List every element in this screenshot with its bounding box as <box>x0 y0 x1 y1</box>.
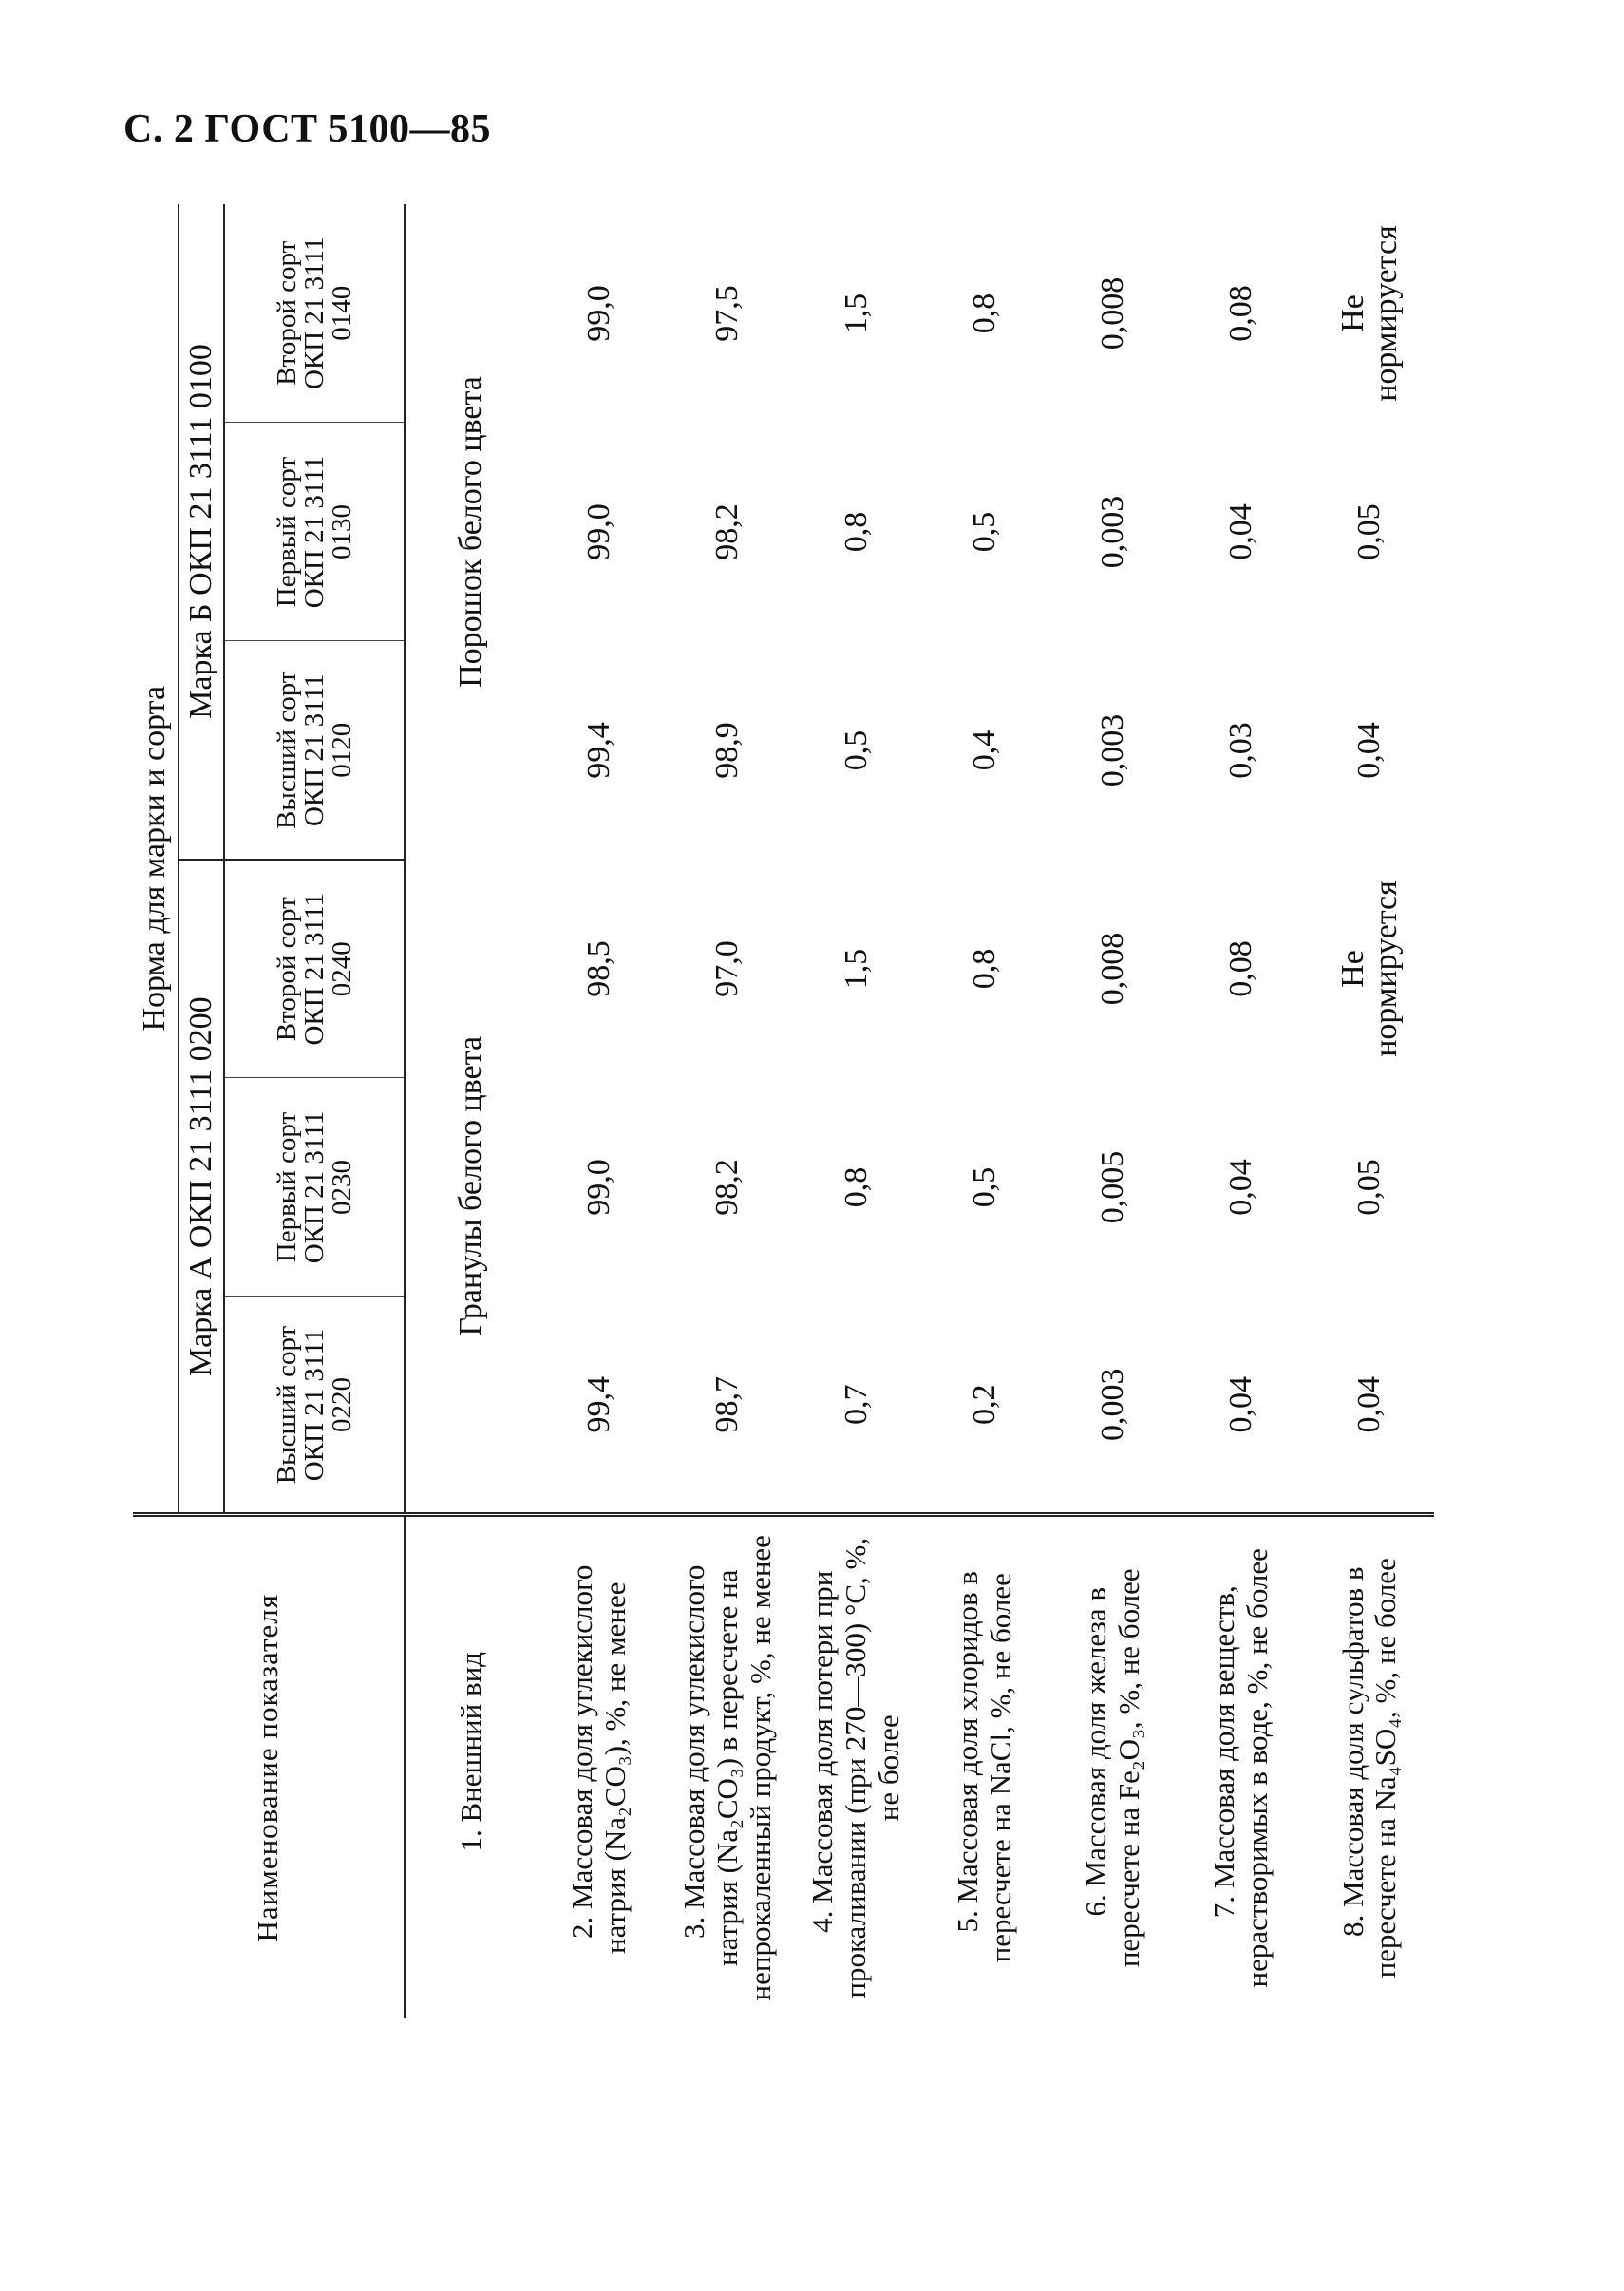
grade-header <box>224 1078 406 1297</box>
norms-table <box>133 204 1434 2018</box>
value-cell: 0,8 <box>838 1166 874 1208</box>
grade-code: ОКП 21 3111 0240 <box>298 892 357 1046</box>
indicator-number: 2. <box>565 1916 599 1939</box>
indicator-text: Массовая доля потери при прокаливании (при 270—300) °С, %, не более <box>805 1537 905 1998</box>
indicator-text: Массовая доля углекислого натрия (Na₂CO₃), %, не менее <box>565 1564 633 1954</box>
value-cell: 98,9 <box>709 722 746 779</box>
value-cell: 0,05 <box>1351 503 1388 560</box>
grade-code: ОКП 21 3111 0120 <box>298 673 357 827</box>
value-cell: 0,003 <box>1094 713 1130 787</box>
grade-name: Высший сорт <box>271 671 302 829</box>
indicator-number: 7. <box>1207 1896 1241 1919</box>
value-cell: 0,04 <box>1351 722 1388 779</box>
indicator-number: 1. <box>453 1829 487 1852</box>
indicator-text: Массовая доля сульфатов в пересчете на Na₄SO₄, %, не более <box>1335 1558 1403 1979</box>
value-cell: 0,03 <box>1223 722 1259 779</box>
indicator-text: Массовая доля хлоридов в пересчете на NaCl, %, не более <box>951 1570 1017 1963</box>
value-cell: 0,2 <box>966 1384 1002 1425</box>
indicator-cell <box>920 1515 1048 2018</box>
indicator-cell <box>536 1515 664 2018</box>
indicator-cell <box>664 1515 792 2018</box>
grade-header <box>224 204 406 423</box>
value-cell: 98,5 <box>581 940 617 997</box>
indicator-number: 5. <box>951 1910 985 1933</box>
value-cell: 0,04 <box>1351 1376 1388 1433</box>
value-cell: 0,003 <box>1094 495 1130 569</box>
grade-code: ОКП 21 3111 0230 <box>298 1110 357 1264</box>
value-cell: Не нормируется <box>1334 880 1405 1057</box>
grade-name: Высший сорт <box>271 1325 302 1485</box>
value-cell: 0,008 <box>1094 932 1130 1006</box>
table-row <box>536 204 664 2018</box>
value-cell: 0,008 <box>1094 276 1130 350</box>
table-row <box>1048 204 1177 2018</box>
value-cell: 0,5 <box>966 1166 1002 1208</box>
grade-header <box>224 641 406 860</box>
value-cell: 0,08 <box>1223 940 1259 997</box>
value-cell: 99,0 <box>581 285 617 342</box>
value-cell: 0,7 <box>838 1384 874 1425</box>
value-cell: 99,0 <box>581 1159 617 1216</box>
value-cell: 99,4 <box>581 1376 617 1433</box>
grade-header <box>224 1297 406 1515</box>
value-cell: 0,04 <box>1223 503 1259 560</box>
grade-name: Первый сорт <box>271 456 302 608</box>
grade-header <box>224 423 406 641</box>
value-cell: 0,8 <box>966 948 1002 990</box>
grade-name: Второй сорт <box>271 897 302 1042</box>
indicator-text: Внешний вид <box>453 1652 487 1823</box>
value-cell: 0,003 <box>1094 1368 1130 1441</box>
indicator-number: 3. <box>677 1916 711 1939</box>
indicator-text: Массовая доля углекислого натрия (Na₂CO₃) в пересчете на непрокаленный продукт, %, не менее <box>677 1535 777 2001</box>
value-cell: 0,05 <box>1351 1159 1388 1216</box>
table-row <box>1178 204 1306 2018</box>
mark-a-header: Марка А ОКП 21 3111 0200 <box>179 860 225 1515</box>
value-cell: 1,5 <box>838 293 874 334</box>
value-cell: 98,7 <box>709 1376 746 1433</box>
table-row <box>406 204 536 2018</box>
indicator-number: 4. <box>805 1910 840 1933</box>
table-row <box>792 204 920 2018</box>
value-cell: 97,5 <box>709 285 746 342</box>
norm-group-header: Норма для марки и сорта <box>133 204 179 1515</box>
value-cell: 0,5 <box>838 729 874 771</box>
indicator-cell <box>1048 1515 1177 2018</box>
value-cell: 97,0 <box>709 940 746 997</box>
page-header: С. 2 ГОСТ 5100—85 <box>123 107 492 151</box>
value-cell: 0,005 <box>1094 1150 1130 1224</box>
table-row <box>664 204 792 2018</box>
mark-b-form: Порошок белого цвета <box>452 376 488 688</box>
indicator-cell <box>406 1515 536 2018</box>
mark-b-header: Марка Б ОКП 21 3111 0100 <box>179 204 225 860</box>
indicator-text: Массовая доля веществ, нерастворимых в воде, %, не более <box>1207 1548 1275 1988</box>
value-cell: 0,5 <box>966 511 1002 553</box>
grade-code: ОКП 21 3111 0220 <box>298 1328 357 1482</box>
value-cell: 98,2 <box>709 503 746 560</box>
grade-header <box>224 860 406 1078</box>
value-cell: 0,8 <box>966 293 1002 334</box>
indicator-text: Массовая доля железа в пересчете на Fe₂O₃, %, не более <box>1079 1568 1145 1968</box>
table-row <box>1306 204 1434 2018</box>
indicator-number: 6. <box>1079 1894 1113 1917</box>
value-cell: 0,08 <box>1223 285 1259 342</box>
table-stage <box>133 204 1434 2018</box>
value-cell: 1,5 <box>838 948 874 990</box>
grade-code: ОКП 21 3111 0140 <box>298 237 357 390</box>
grade-code: ОКП 21 3111 0130 <box>298 455 357 609</box>
indicator-number: 8. <box>1335 1914 1369 1937</box>
indicator-cell <box>1178 1515 1306 2018</box>
value-cell: 0,8 <box>838 511 874 553</box>
value-cell: 98,2 <box>709 1159 746 1216</box>
value-cell: 0,04 <box>1223 1376 1259 1433</box>
name-column-header: Наименование показателя <box>133 1515 406 2018</box>
grade-name: Первый сорт <box>271 1111 302 1263</box>
value-cell: 99,4 <box>581 722 617 779</box>
mark-a-form: Гранулы белого цвета <box>452 1035 488 1336</box>
indicator-cell <box>1306 1515 1434 2018</box>
value-cell: 99,0 <box>581 503 617 560</box>
value-cell: 0,4 <box>966 729 1002 771</box>
table-row <box>920 204 1048 2018</box>
value-cell: Не нормируется <box>1334 225 1405 402</box>
value-cell: 0,04 <box>1223 1159 1259 1216</box>
grade-name: Второй сорт <box>271 240 302 386</box>
indicator-cell <box>792 1515 920 2018</box>
